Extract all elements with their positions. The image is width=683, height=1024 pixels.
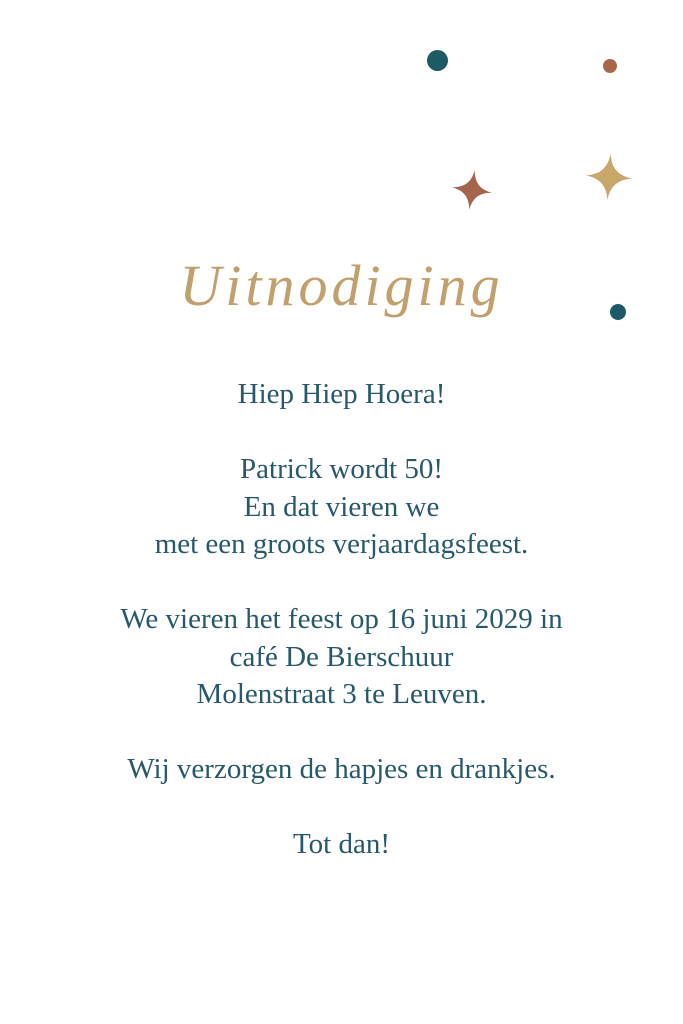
occasion-line: En dat vieren we — [243, 490, 440, 523]
rust-sparkle-star-icon — [449, 164, 495, 215]
closing-paragraph — [0, 826, 683, 864]
greeting-paragraph — [0, 376, 683, 414]
occasion-line: met een groots verjaardagsfeest. — [154, 528, 529, 560]
rust-sparkle-star-shape — [449, 167, 494, 212]
gold-sparkle-star-icon — [584, 151, 633, 202]
catering-paragraph — [0, 751, 683, 789]
greeting-line: Hiep Hiep Hoera! — [237, 378, 446, 410]
gold-sparkle-star-shape — [584, 152, 633, 201]
catering-line: Wij verzorgen de hapjes en drankjes. — [127, 753, 556, 785]
invitation-title: Uitnodiging — [179, 253, 504, 318]
invitation-body — [0, 376, 683, 901]
details-paragraph — [0, 601, 683, 714]
occasion-paragraph — [0, 451, 683, 564]
date-line: We vieren het feest op 16 juni 2029 in — [120, 603, 563, 635]
address-line: Molenstraat 3 te Leuven. — [196, 678, 487, 710]
rust-dot-icon — [603, 59, 617, 73]
closing-line: Tot dan! — [292, 828, 391, 860]
venue-line: café De Bierschuur — [229, 640, 454, 673]
teal-dot-icon — [427, 50, 448, 71]
occasion-line: Patrick wordt 50! — [240, 453, 443, 485]
